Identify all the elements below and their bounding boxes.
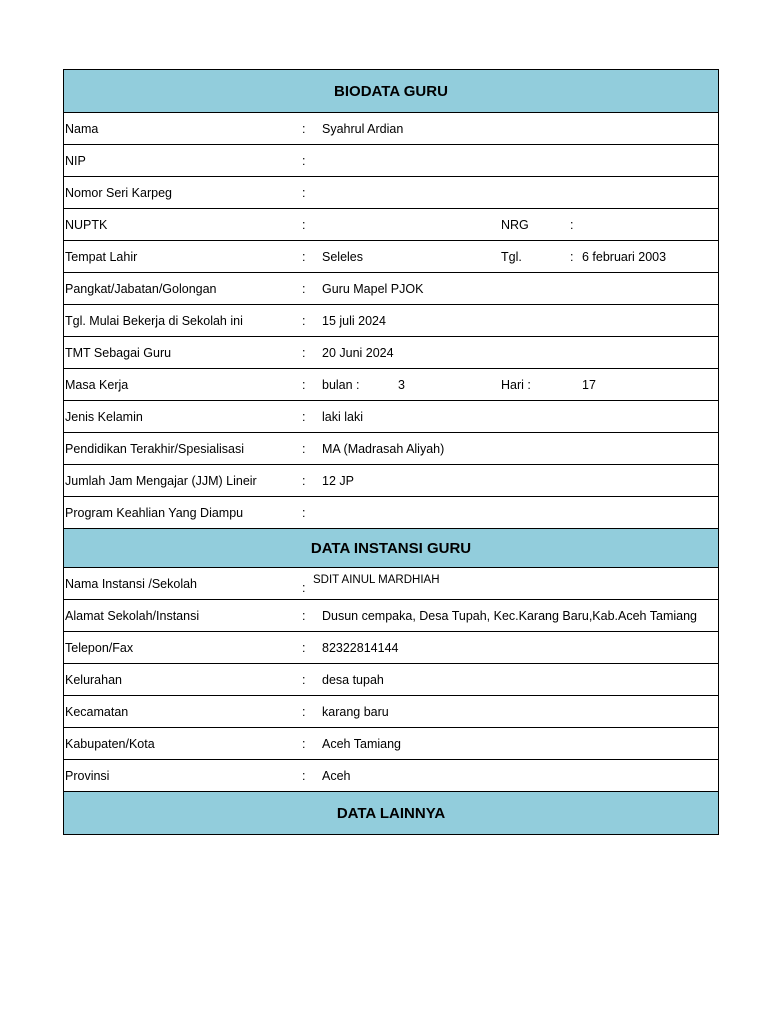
field-label: TMT Sebagai Guru <box>65 345 172 360</box>
colon: : <box>302 473 306 488</box>
row-kelurahan <box>64 664 718 696</box>
section-title: DATA INSTANSI GURU <box>310 539 472 557</box>
field-label: Provinsi <box>65 768 110 783</box>
field-label-tgl: Tgl. <box>501 249 522 264</box>
field-value[interactable]: Syahrul Ardian <box>322 121 404 136</box>
field-value[interactable]: Aceh <box>322 768 351 783</box>
colon: : <box>302 672 306 687</box>
row-telepon <box>64 632 718 664</box>
field-label: Tempat Lahir <box>65 249 138 264</box>
field-value-tgl[interactable]: 6 februari 2003 <box>582 249 667 264</box>
field-label: Telepon/Fax <box>65 640 134 655</box>
section-header-lainnya <box>64 792 718 835</box>
colon: : <box>302 313 306 328</box>
hari-label: Hari : <box>501 377 531 392</box>
section-title: BIODATA GURU <box>334 82 448 100</box>
colon: : <box>302 121 306 136</box>
field-value[interactable]: Seleles <box>322 249 363 264</box>
section-header-biodata <box>64 70 718 113</box>
row-kecamatan <box>64 696 718 728</box>
row-jjm <box>64 465 718 497</box>
row-tmt <box>64 337 718 369</box>
field-label: Pangkat/Jabatan/Golongan <box>65 281 217 296</box>
field-label: Jumlah Jam Mengajar (JJM) Lineir <box>65 473 257 488</box>
colon: : <box>302 377 306 392</box>
row-program <box>64 497 718 529</box>
colon: : <box>302 217 306 232</box>
row-nuptk <box>64 209 718 241</box>
bulan-value[interactable]: 3 <box>398 377 405 392</box>
field-label: Nama Instansi /Sekolah <box>65 576 198 591</box>
field-label: Program Keahlian Yang Diampu <box>65 505 244 520</box>
colon: : <box>302 281 306 296</box>
field-value[interactable]: Aceh Tamiang <box>322 736 401 751</box>
field-value[interactable]: MA (Madrasah Aliyah) <box>322 441 445 456</box>
field-label: Kecamatan <box>65 704 129 719</box>
colon: : <box>302 185 306 200</box>
colon: : <box>302 249 306 264</box>
row-provinsi <box>64 760 718 792</box>
field-label: Nomor Seri Karpeg <box>65 185 172 200</box>
field-value[interactable]: Guru Mapel PJOK <box>322 281 424 296</box>
row-kabupaten <box>64 728 718 760</box>
field-value[interactable]: 12 JP <box>322 473 354 488</box>
row-tgl-mulai <box>64 305 718 337</box>
section-title: DATA LAINNYA <box>336 804 446 822</box>
row-pendidikan <box>64 433 718 465</box>
field-value[interactable]: karang baru <box>322 704 389 719</box>
colon: : <box>302 581 306 595</box>
colon: : <box>302 409 306 424</box>
colon: : <box>302 505 306 520</box>
field-value[interactable]: 20 Juni 2024 <box>322 345 394 360</box>
field-label: Kabupaten/Kota <box>65 736 155 751</box>
field-value[interactable]: 15 juli 2024 <box>322 313 386 328</box>
field-label: Alamat Sekolah/Instansi <box>65 608 200 623</box>
field-value[interactable]: Dusun cempaka, Desa Tupah, Kec.Karang Baru,Kab.Aceh Tamiang <box>322 608 697 623</box>
field-value[interactable]: laki laki <box>322 409 363 424</box>
colon: : <box>570 217 574 232</box>
row-tempat-lahir <box>64 241 718 273</box>
row-nama <box>64 113 718 145</box>
hari-value[interactable]: 17 <box>582 377 596 392</box>
biodata-sheet <box>63 69 719 835</box>
field-value[interactable]: desa tupah <box>322 672 384 687</box>
colon: : <box>302 736 306 751</box>
row-nip <box>64 145 718 177</box>
field-label: Jenis Kelamin <box>65 409 143 424</box>
row-alamat <box>64 600 718 632</box>
row-nama-instansi <box>64 568 718 600</box>
colon: : <box>302 345 306 360</box>
colon: : <box>302 640 306 655</box>
field-label: NIP <box>65 153 86 168</box>
row-jenis-kelamin <box>64 401 718 433</box>
colon: : <box>302 608 306 623</box>
colon: : <box>302 704 306 719</box>
colon: : <box>302 441 306 456</box>
field-label: Masa Kerja <box>65 377 129 392</box>
field-label: NUPTK <box>65 217 108 232</box>
field-value[interactable]: SDIT AINUL MARDHIAH <box>313 574 440 586</box>
bulan-label: bulan : <box>322 377 360 392</box>
colon: : <box>302 153 306 168</box>
row-karpeg <box>64 177 718 209</box>
row-pangkat <box>64 273 718 305</box>
colon: : <box>570 249 574 264</box>
colon: : <box>302 768 306 783</box>
field-label-nrg: NRG <box>501 217 529 232</box>
section-header-instansi <box>64 529 718 568</box>
field-label: Kelurahan <box>65 672 122 687</box>
field-label: Pendidikan Terakhir/Spesialisasi <box>65 441 245 456</box>
field-label: Tgl. Mulai Bekerja di Sekolah ini <box>65 313 243 328</box>
field-label: Nama <box>65 121 99 136</box>
row-masa-kerja <box>64 369 718 401</box>
field-value[interactable]: 82322814144 <box>322 640 399 655</box>
